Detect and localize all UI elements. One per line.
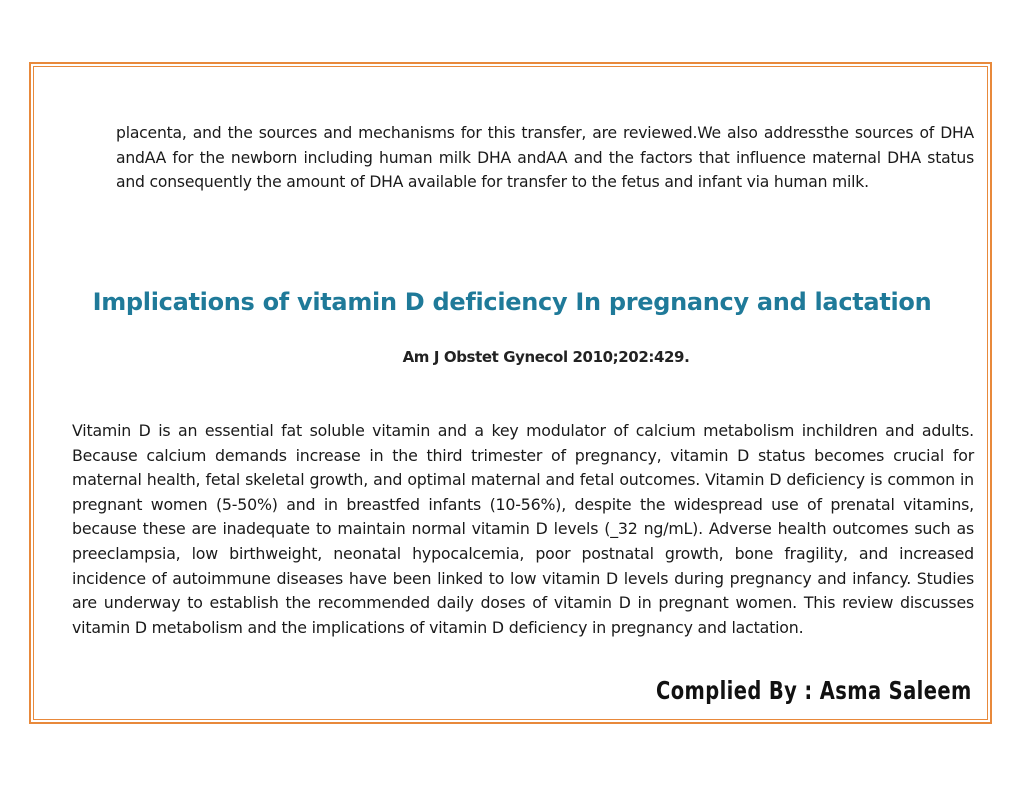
abstract-paragraph: Vitamin D is an essential fat soluble vitamin and a key modulator of calcium metabolism inchildren and adults. Because calcium demands increase in the third trimester of pregnancy, vitamin D status becomes crucial for maternal health, fetal skeletal growth, and optimal maternal and fetal outcomes. Vitamin D deficiency is common in pregnant women (5-50%) and in breastfed infants (10-56%), despite the widespread use of prenatal vitamins, because these are inadequate to maintain normal vitamin D levels (_32 ng/mL). Adverse health outcomes such as preeclampsia, low birthweight, neonatal hypocalcemia, poor postnatal growth, bone fragility, and increased incidence of autoimmune diseases have been linked to low vitamin D levels during pregnancy and infancy. Studies are underway to establish the recommended daily doses of vitamin D in pregnant women. This review discusses vitamin D metabolism and the implications of vitamin D deficiency in pregnancy and lactation. [72,421,974,637]
journal-citation: Am J Obstet Gynecol 2010;202:429. [402,348,690,366]
section-heading: Implications of vitamin D deficiency In pregnancy and lactation [92,288,932,316]
compiler-signature: Complied By : Asma Saleem [656,676,972,705]
continuation-paragraph: placenta, and the sources and mechanisms for this transfer, are reviewed.We also addressthe sources of DHA andAA for the newborn including human milk DHA andAA and the factors that influence maternal DHA status and consequently the amount of DHA available for transfer to the fetus and infant via human milk. [116,124,974,192]
